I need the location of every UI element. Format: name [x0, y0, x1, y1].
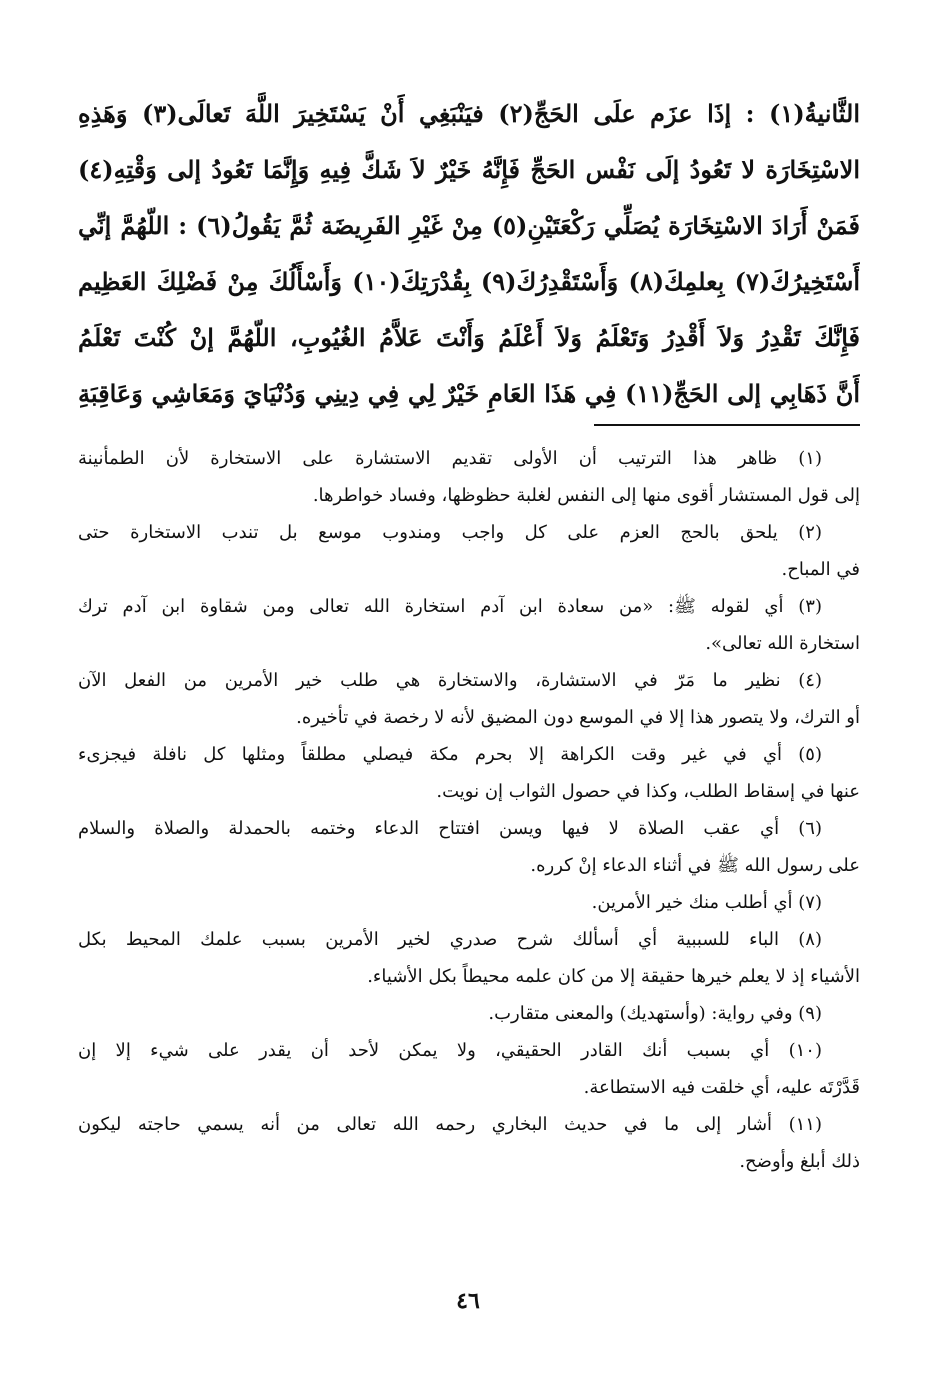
main-text-line: فَمَنْ أَرَادَ الاسْتِخَارَة يُصَلِّي رَكْعَتَيْنِ(٥) مِنْ غَيْرِ الفَرِيضَة ثُمَّ يَقُولُ(٦) : اللّهُمَّ إنِّي [78, 211, 860, 240]
footnote-5-line-1: (٥) أي في غير وقت الكراهة إلا بحرم مكة فيصلي مطلقاً ومثلها كل نافلة فيجزىء [78, 744, 822, 765]
footnote-9-line-1: (٩) وفي رواية: (وأستهديك) والمعنى متقارب. [488, 1003, 822, 1024]
footnote-11-line-1: (١١) أشار إلى ما في حديث البخاري رحمه الله تعالى من أنه يسمي حاجته ليكون [78, 1114, 822, 1135]
main-text-line: فَإِنَّكَ تَقْدِرُ وَلاَ أَقْدِرُ وَتَعْلَمُ وَلاَ أَعْلَمُ وَأَنْتَ عَلاَّمُ الغُيُوبِ، اللّهُمَّ إنْ كُنْتَ تَعْلَمُ [78, 323, 860, 352]
footnote-2-line-2: في المباح. [781, 559, 860, 580]
footnote-3-line-1: (٣) أي لقوله ﷺ: «من سعادة ابن آدم استخارة الله تعالى ومن شقاوة ابن آدم ترك [78, 596, 822, 617]
main-text-line: الاسْتِخَارَة لا تَعُودُ إلَى نَفْس الحَجِّ فَإِنَّهُ خَيْرٌ لاَ شَكَّ فِيهِ وَإِنَّمَا تَعُودُ إلى وَقْتِهِ(٤) [78, 155, 860, 184]
main-text-block [78, 86, 860, 422]
footnote-1-line-2: إلى قول المستشار أقوى منها إلى النفس لغلبة حظوظها، وفساد خواطرها. [312, 485, 860, 506]
footnote-separator [594, 424, 860, 426]
footnote-3-line-2: استخارة الله تعالى». [705, 633, 860, 654]
footnote-8-line-1: (٨) الباء للسببية أي أسألك شرح صدري لخير الأمرين بسبب علمك المحيط بكل [78, 929, 822, 950]
main-text-line: الثَّانيةُ(١) : إذَا عزَم علَى الحَجِّ(٢) فيَنْبَغِي أَنْ يَسْتَخِيرَ اللَّهَ تَعالَى(٣) وَهَذِهِ [78, 99, 860, 128]
footnotes-block [78, 440, 860, 1180]
footnote-7-line-1: (٧) أي أطلب منك خير الأمرين. [591, 892, 822, 913]
footnote-4-line-2: أو الترك، ولا يتصور هذا إلا في الموسع دون المضيق لأنه لا رخصة في تأخيره. [296, 707, 860, 728]
footnote-5-line-2: عنها في إسقاط الطلب، وكذا في حصول الثواب إن نويت. [436, 781, 860, 802]
footnote-4-line-1: (٤) نظير ما مَرّ في الاستشارة، والاستخارة هي طلب خير الأمرين من الفعل الآن [78, 670, 822, 691]
footnote-6-line-1: (٦) أي عقب الصلاة لا فيها ويسن افتتاح الدعاء وختمه بالحمدلة والصلاة والسلام [78, 818, 822, 839]
main-text-line: أَنَّ ذَهَابِي إلى الحَجِّ(١١) فِي هَذَا العَامِ خَيْرٌ لِي فِي دِينِي وَدُنْيَايَ وَمَعَاشِي وَعَاقِبَةِ [78, 379, 860, 408]
footnote-10-line-2: قَدَّرْتَه عليه، أي خلقت فيه الاستطاعة. [583, 1077, 860, 1098]
footnote-11-line-2: ذلك أبلغ وأوضح. [739, 1151, 860, 1172]
main-text-line: أَسْتَخِيرُكَ(٧) بِعلمِكَ(٨) وَأَسْتَقْدِرُكَ(٩) بِقُدْرَتِكَ(١٠) وَأَسْأَلُكَ مِنْ فَضْلِكَ العَظِيم [78, 267, 860, 296]
footnote-6-line-2: على رسول الله ﷺ في أثناء الدعاء إنْ كرره. [530, 855, 860, 876]
footnote-10-line-1: (١٠) أي بسبب أنك القادر الحقيقي، ولا يمكن لأحد أن يقدر على شيء إلا إن [78, 1040, 822, 1061]
footnote-8-line-2: الأشياء إذ لا يعلم خيرها حقيقة إلا من كان علمه محيطاً بكل الأشياء. [367, 966, 860, 987]
footnote-1-line-1: (١) ظاهر هذا الترتيب أن الأولى تقديم الاستشارة على الاستخارة لأن الطمأنينة [78, 448, 822, 469]
footnote-2-line-1: (٢) يلحق بالحج العزم على كل واجب ومندوب موسع بل تندب الاستخارة حتى [78, 522, 822, 543]
page-number: ٤٦ [456, 1288, 480, 1314]
